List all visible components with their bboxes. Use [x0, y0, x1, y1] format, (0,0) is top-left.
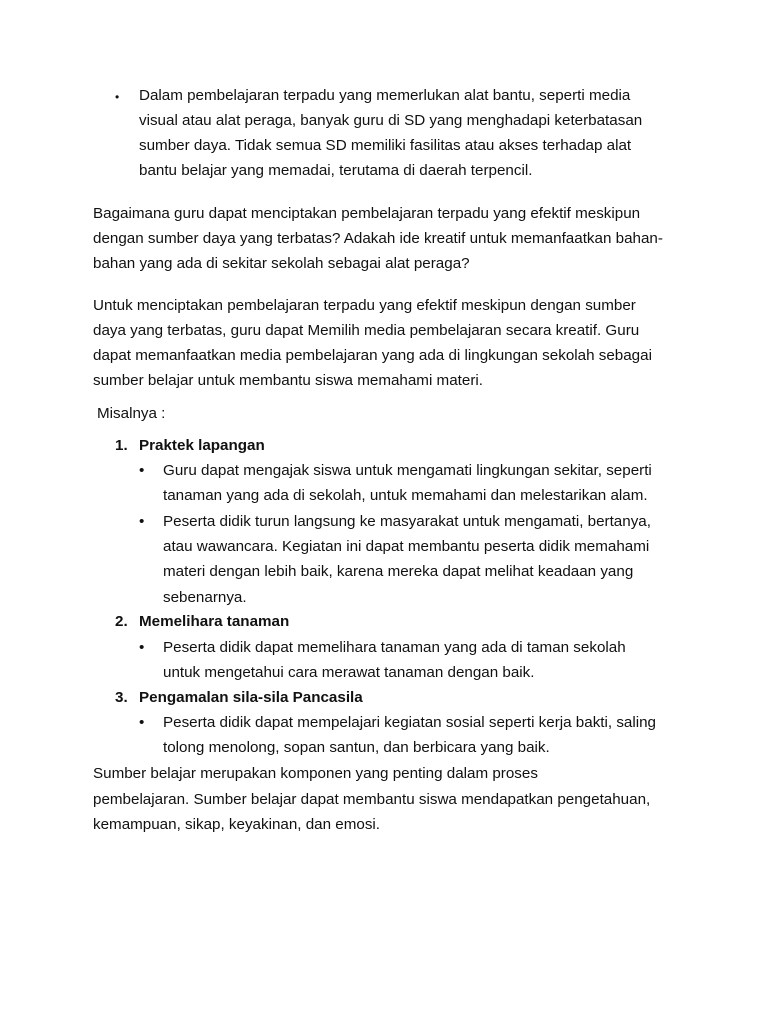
closing-paragraph-line: pembelajaran. Sumber belajar dapat membantu siswa mendapatkan pengetahuan,: [93, 791, 651, 808]
example-number: 1.: [115, 437, 128, 454]
example-label: Misalnya :: [97, 405, 166, 422]
answer-paragraph-line: Untuk menciptakan pembelajaran terpadu yang efektif meskipun dengan sumber: [93, 297, 636, 314]
example-point-line: tanaman yang ada di sekolah, untuk memahami dan melestarikan alam.: [163, 487, 648, 504]
example-number: 3.: [115, 689, 128, 706]
example-point-marker: •: [139, 462, 145, 479]
example-point-line: atau wawancara. Kegiatan ini dapat membantu peserta didik memahami: [163, 538, 650, 555]
example-point-line: Guru dapat mengajak siswa untuk mengamati lingkungan sekitar, seperti: [163, 462, 652, 479]
intro-bullet-line: sumber daya. Tidak semua SD memiliki fasilitas atau akses terhadap alat: [139, 137, 632, 154]
answer-paragraph-line: sumber belajar untuk membantu siswa memahami materi.: [93, 372, 483, 389]
example-point-line: Peserta didik turun langsung ke masyarakat untuk mengamati, bertanya,: [163, 513, 651, 530]
intro-bullet-line: visual atau alat peraga, banyak guru di SD yang menghadapi keterbatasan: [139, 112, 643, 129]
example-title: Pengamalan sila-sila Pancasila: [139, 689, 363, 706]
example-point-marker: •: [139, 513, 145, 530]
closing-paragraph-line: kemampuan, sikap, keyakinan, dan emosi.: [93, 816, 381, 833]
example-point-line: Peserta didik dapat mempelajari kegiatan sosial seperti kerja bakti, saling: [163, 714, 657, 731]
intro-bullet-marker: •: [115, 90, 120, 104]
example-number: 2.: [115, 613, 128, 630]
example-point-line: Peserta didik dapat memelihara tanaman yang ada di taman sekolah: [163, 639, 626, 656]
question-paragraph-line: bahan yang ada di sekitar sekolah sebagai alat peraga?: [93, 255, 470, 272]
example-point-marker: •: [139, 639, 145, 656]
example-point-marker: •: [139, 714, 145, 731]
example-point-line: tolong menolong, sopan santun, dan berbicara yang baik.: [163, 739, 550, 756]
answer-paragraph-line: daya yang terbatas, guru dapat Memilih media pembelajaran secara kreatif. Guru: [93, 322, 640, 339]
answer-paragraph-line: dapat memanfaatkan media pembelajaran yang ada di lingkungan sekolah sebagai: [93, 347, 652, 364]
example-point-line: materi dengan lebih baik, karena mereka dapat melihat keadaan yang: [163, 563, 634, 580]
intro-bullet-line: Dalam pembelajaran terpadu yang memerlukan alat bantu, seperti media: [139, 87, 631, 104]
question-paragraph-line: dengan sumber daya yang terbatas? Adakah ide kreatif untuk memanfaatkan bahan-: [93, 230, 663, 247]
intro-bullet-line: bantu belajar yang memadai, terutama di daerah terpencil.: [139, 162, 533, 179]
question-paragraph-line: Bagaimana guru dapat menciptakan pembelajaran terpadu yang efektif meskipun: [93, 205, 641, 222]
closing-paragraph-line: Sumber belajar merupakan komponen yang penting dalam proses: [93, 765, 538, 782]
example-point-line: untuk mengetahui cara merawat tanaman dengan baik.: [163, 664, 535, 681]
example-title: Memelihara tanaman: [139, 613, 290, 630]
example-point-line: sebenarnya.: [163, 589, 247, 606]
example-title: Praktek lapangan: [139, 437, 265, 454]
